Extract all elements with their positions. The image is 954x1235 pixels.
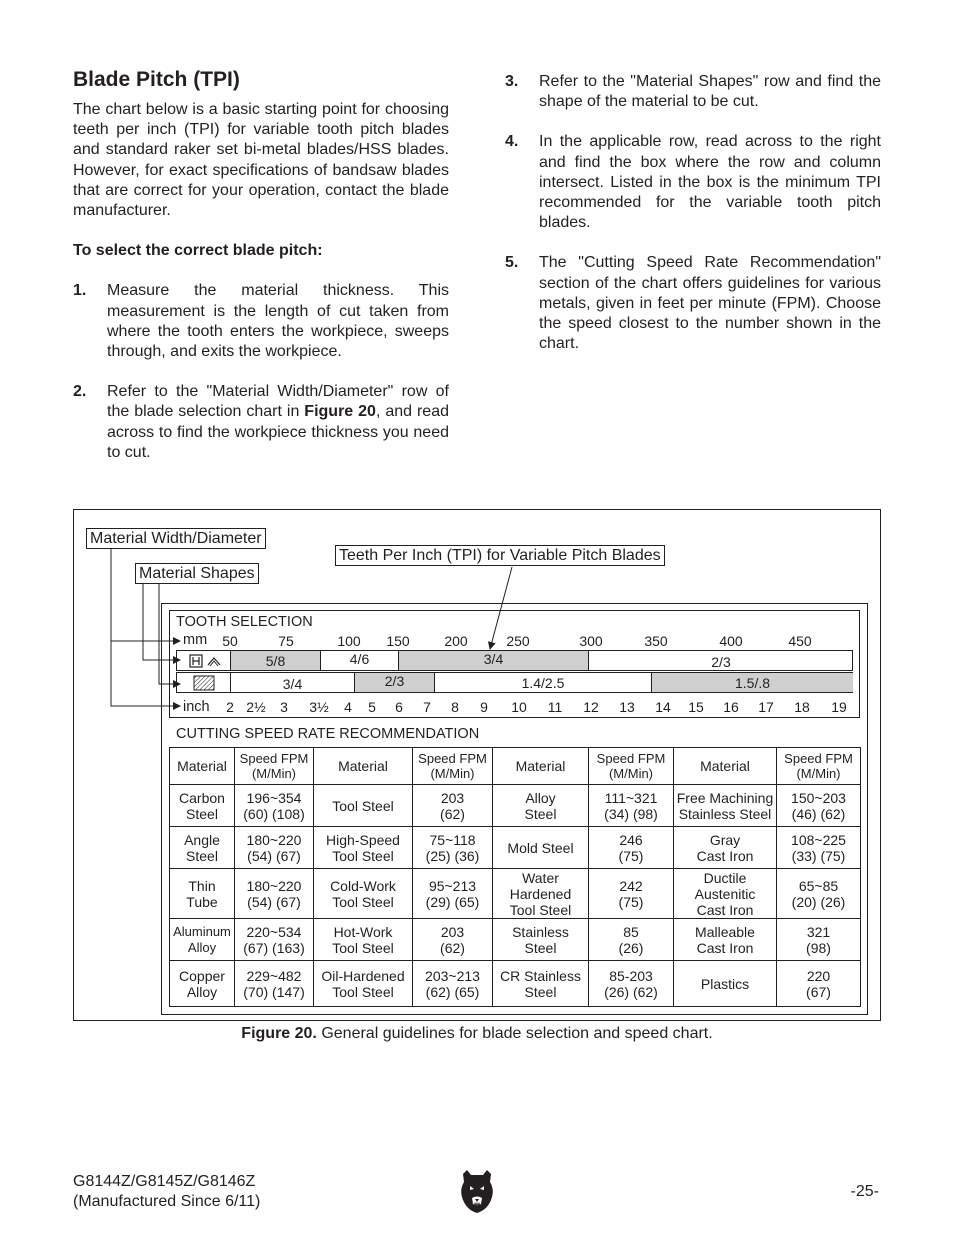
mm-tick: 50 [222, 633, 238, 649]
speed-cell: 108~225 (33) (75) [777, 827, 861, 869]
speed-cell: 180~220 (54) (67) [235, 827, 314, 869]
tpi-row-hollow [176, 672, 853, 693]
select-heading: To select the correct blade pitch: [73, 242, 323, 260]
material-cell: Gray Cast Iron [674, 827, 777, 869]
mm-tick: 75 [278, 633, 294, 649]
hatched-square-icon [193, 675, 215, 691]
callout-tpi: Teeth Per Inch (TPI) for Variable Pitch Blades [335, 545, 665, 566]
inch-tick: 2½ [246, 699, 266, 715]
column-header: Speed FPM (M/Min) [589, 748, 674, 785]
speed-cell: 85 (26) [589, 919, 674, 961]
table-row [170, 869, 861, 919]
material-cell: Thin Tube [170, 869, 235, 919]
intro-paragraph: The chart below is a basic starting point for choosing teeth per inch (TPI) for variable tooth pitch blades and standard raker set bi-metal blades/HSS blades. However, for exact specifications of bandsaw blades that are correct for your operation, contact the blade manufacturer. [73, 101, 449, 220]
speed-cell: 203 (62) [413, 919, 493, 961]
speed-cell: 95~213 (29) (65) [413, 869, 493, 919]
inch-tick: 2 [226, 699, 234, 715]
material-cell: Carbon Steel [170, 785, 235, 827]
speed-cell: 75~118 (25) (36) [413, 827, 493, 869]
material-cell: Angle Steel [170, 827, 235, 869]
inch-label: inch [183, 699, 210, 715]
inch-tick: 5 [368, 699, 376, 715]
cutting-speed-heading: CUTTING SPEED RATE RECOMMENDATION [176, 726, 480, 742]
step-3: 3. Refer to the "Material Shapes" row and find the shape of the material to be cut. [505, 73, 881, 111]
column-header: Speed FPM (M/Min) [413, 748, 493, 785]
mm-tick: 250 [506, 633, 530, 649]
inch-tick: 15 [688, 699, 704, 715]
mm-label: mm [183, 632, 208, 648]
table-header-row [170, 748, 861, 785]
speed-cell: 203 (62) [413, 785, 493, 827]
material-cell: Copper Alloy [170, 961, 235, 1007]
inch-tick: 6 [395, 699, 403, 715]
mm-tick: 450 [788, 633, 812, 649]
material-cell: Stainless Steel [493, 919, 589, 961]
callout-material-width: Material Width/Diameter [86, 528, 266, 549]
bear-logo-icon [457, 1168, 497, 1214]
callout-material-shapes: Material Shapes [135, 563, 259, 584]
inch-tick: 18 [794, 699, 810, 715]
step-2: 2. Refer to the "Material Width/Diameter" row of the blade selection chart in Figure 20, and read across to find the workpiece thickness you need to cut. [73, 383, 449, 461]
mm-tick: 400 [719, 633, 743, 649]
mm-tick: 100 [337, 633, 361, 649]
speed-cell: 196~354 (60) (108) [235, 785, 314, 827]
solid-shape-icon [184, 654, 224, 668]
tpi-cell: 4/6 [320, 651, 398, 670]
column-header: Material [170, 748, 235, 785]
speed-cell: 180~220 (54) (67) [235, 869, 314, 919]
speed-cell: 85-203 (26) (62) [589, 961, 674, 1007]
tpi-cell: 1.5/.8 [651, 673, 853, 692]
material-cell: Malleable Cast Iron [674, 919, 777, 961]
inch-tick: 10 [511, 699, 527, 715]
column-header: Speed FPM (M/Min) [777, 748, 861, 785]
inch-tick: 12 [583, 699, 599, 715]
speed-cell: 229~482 (70) (147) [235, 961, 314, 1007]
table-row [170, 961, 861, 1007]
column-header: Material [674, 748, 777, 785]
material-cell: High-Speed Tool Steel [314, 827, 413, 869]
mm-tick: 200 [444, 633, 468, 649]
column-header: Speed FPM (M/Min) [235, 748, 314, 785]
inch-tick: 3 [280, 699, 288, 715]
material-cell: Water Hardened Tool Steel [493, 869, 589, 919]
material-cell: Ductile Austenitic Cast Iron [674, 869, 777, 919]
inch-tick: 16 [723, 699, 739, 715]
tpi-cell: 2/3 [588, 651, 853, 670]
inch-tick: 13 [619, 699, 635, 715]
shape-cell-solid [177, 651, 230, 670]
speed-cell: 150~203 (46) (62) [777, 785, 861, 827]
inch-tick: 8 [451, 699, 459, 715]
tooth-selection-heading: TOOTH SELECTION [176, 614, 313, 630]
table-row [170, 785, 861, 827]
table-row [170, 919, 861, 961]
column-header: Material [493, 748, 589, 785]
page-title: Blade Pitch (TPI) [73, 68, 240, 91]
inch-tick: 17 [758, 699, 774, 715]
inch-tick: 7 [423, 699, 431, 715]
figure-caption: Figure 20. General guidelines for blade selection and speed chart. [241, 1025, 713, 1042]
material-cell: Plastics [674, 961, 777, 1007]
shape-cell-hollow [177, 673, 230, 692]
material-cell: Tool Steel [314, 785, 413, 827]
step-1: 1. Measure the material thickness. This measurement is the length of cut taken from where the tooth enters the workpiece, sweeps through, and exits the workpiece. [73, 282, 449, 361]
inch-tick: 11 [547, 699, 563, 715]
speed-cell: 246 (75) [589, 827, 674, 869]
material-cell: Cold-Work Tool Steel [314, 869, 413, 919]
tpi-cell: 1.4/2.5 [434, 673, 651, 692]
inch-tick: 4 [344, 699, 352, 715]
speed-cell: 111~321 (34) (98) [589, 785, 674, 827]
tpi-cell: 3/4 [230, 673, 354, 692]
cutting-speed-table [169, 747, 861, 1007]
inch-tick: 19 [831, 699, 847, 715]
speed-cell: 65~85 (20) (26) [777, 869, 861, 919]
material-cell: Free Machining Stainless Steel [674, 785, 777, 827]
tpi-cell: 5/8 [230, 651, 320, 670]
step-4: 4. In the applicable row, read across to the right and find the box where the row and column intersect. Listed in the box is the minimum TPI recommended for the variable tooth pitch blades. [505, 133, 881, 232]
material-cell: Aluminum Alloy [170, 919, 235, 961]
material-cell: CR Stainless Steel [493, 961, 589, 1007]
tpi-row-solid [176, 650, 853, 671]
footer-model: G8144Z/G8145Z/G8146Z (Manufactured Since 6/11) [73, 1173, 261, 1210]
speed-cell: 203~213 (62) (65) [413, 961, 493, 1007]
inch-tick: 3½ [309, 699, 329, 715]
material-cell: Mold Steel [493, 827, 589, 869]
material-cell: Hot-Work Tool Steel [314, 919, 413, 961]
speed-cell: 220 (67) [777, 961, 861, 1007]
speed-cell: 220~534 (67) (163) [235, 919, 314, 961]
mm-tick: 300 [579, 633, 603, 649]
step-5: 5. The "Cutting Speed Rate Recommendation" section of the chart offers guidelines for various metals, given in feet per minute (FPM). Choose the speed closest to the number shown in the chart. [505, 254, 881, 353]
speed-cell: 321 (98) [777, 919, 861, 961]
inch-tick: 9 [480, 699, 488, 715]
mm-tick: 150 [386, 633, 410, 649]
tpi-cell: 2/3 [354, 673, 434, 692]
speed-cell: 242 (75) [589, 869, 674, 919]
mm-tick: 350 [644, 633, 668, 649]
tpi-cell: 3/4 [398, 651, 588, 670]
inch-tick: 14 [655, 699, 671, 715]
material-cell: Oil-Hardened Tool Steel [314, 961, 413, 1007]
column-header: Material [314, 748, 413, 785]
page-number: -25- [850, 1183, 879, 1200]
table-row [170, 827, 861, 869]
material-cell: Alloy Steel [493, 785, 589, 827]
